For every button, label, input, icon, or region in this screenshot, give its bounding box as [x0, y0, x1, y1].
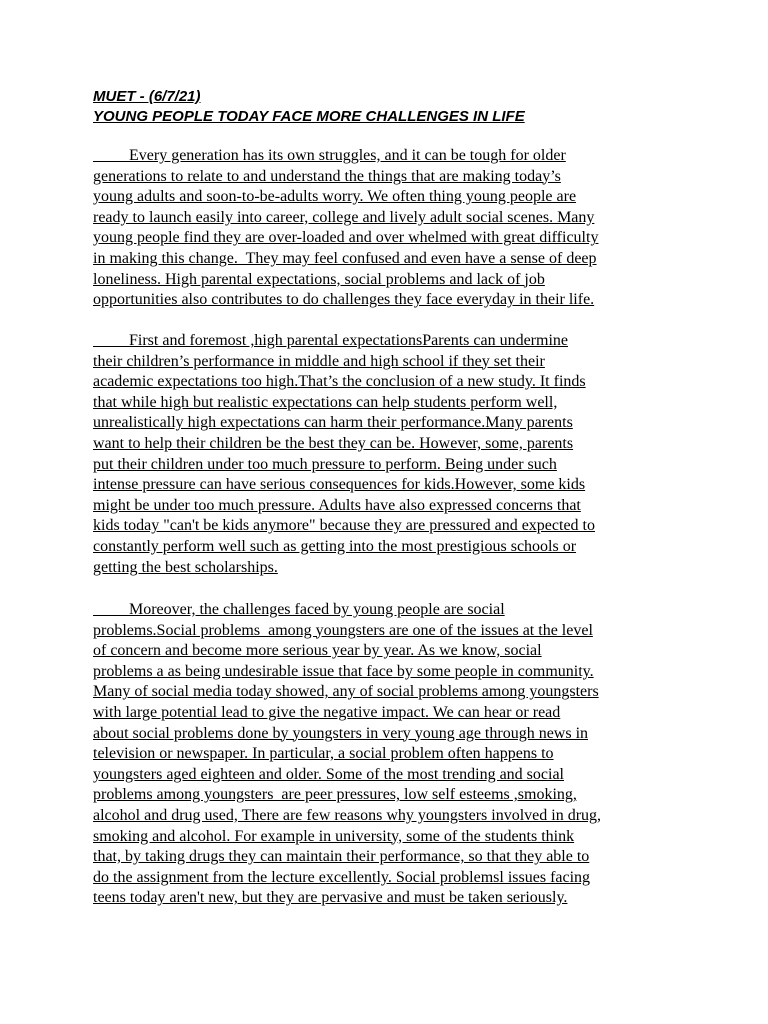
paragraph-line: First and foremost ,high parental expectationsParents can undermine [93, 332, 568, 349]
paragraph-line: academic expectations too high.That’s the conclusion of a new study. It finds [93, 373, 586, 391]
paragraph-line: Moreover, the challenges faced by young people are social [93, 601, 505, 618]
paragraph-line: problems.Social problems among youngsters are one of the issues at the level [93, 621, 593, 639]
paragraph-line: put their children under too much pressure to perform. Being under such [93, 455, 557, 473]
paragraph-line: kids today "can't be kids anymore" because they are pressured and expected to [93, 517, 595, 535]
paragraph-line: that while high but realistic expectations can help students perform well, [93, 393, 558, 411]
paragraph-line: smoking and alcohol. For example in university, some of the students think [93, 827, 575, 845]
paragraph-social-problems [93, 600, 693, 909]
document-title: YOUNG PEOPLE TODAY FACE MORE CHALLENGES IN LIFE [93, 108, 525, 125]
paragraph-line: opportunities also contributes to do challenges they face everyday in their life. [93, 291, 595, 309]
paragraph-line: problems among youngsters are peer pressures, low self esteems ,smoking, [93, 786, 577, 804]
paragraph-line: teens today aren't new, but they are pervasive and must be taken seriously. [93, 889, 568, 907]
paragraph-line: young people find they are over-loaded and over whelmed with great difficulty [93, 229, 599, 247]
paragraph-introduction [93, 146, 693, 311]
paragraph-line: generations to relate to and understand the things that are making today’s [93, 167, 561, 185]
paragraph-line: television or newspaper. In particular, a social problem often happens to [93, 745, 554, 763]
paragraph-line: young adults and soon-to-be-adults worry. We often thing young people are [93, 188, 577, 206]
paragraph-line: do the assignment from the lecture excellently. Social problemsl issues facing [93, 868, 591, 886]
paragraph-line: Every generation has its own struggles, and it can be tough for older [93, 147, 566, 164]
paragraph-line: might be under too much pressure. Adults have also expressed concerns that [93, 496, 581, 514]
paragraph-line: that, by taking drugs they can maintain their performance, so that they able to [93, 848, 590, 866]
paragraph-line: in making this change. They may feel confused and even have a sense of deep [93, 249, 597, 267]
document-date-heading: MUET - (6/7/21) [93, 88, 201, 105]
paragraph-line: ready to launch easily into career, college and lively adult social scenes. Many [93, 208, 595, 226]
paragraph-line: problems a as being undesirable issue that face by some people in community. [93, 662, 594, 680]
paragraph-line: alcohol and drug used, There are few reasons why youngsters involved in drug, [93, 806, 602, 824]
paragraph-line: of concern and become more serious year by year. As we know, social [93, 642, 542, 660]
paragraph-line: about social problems done by youngsters in very young age through news in [93, 724, 589, 742]
paragraph-line: with large potential lead to give the negative impact. We can hear or read [93, 703, 561, 721]
paragraph-line: Many of social media today showed, any of social problems among youngsters [93, 683, 599, 701]
paragraph-line: loneliness. High parental expectations, social problems and lack of job [93, 270, 545, 288]
paragraph-line: getting the best scholarships. [93, 558, 278, 576]
paragraph-line: youngsters aged eighteen and older. Some of the most trending and social [93, 765, 564, 783]
paragraph-parental-expectations [93, 331, 693, 578]
paragraph-line: unrealistically high expectations can harm their performance.Many parents [93, 414, 573, 432]
paragraph-line: intense pressure can have serious consequences for kids.However, some kids [93, 476, 586, 494]
paragraph-line: want to help their children be the best they can be. However, some, parents [93, 434, 574, 452]
paragraph-line: constantly perform well such as getting into the most prestigious schools or [93, 537, 577, 555]
paragraph-line: their children’s performance in middle and high school if they set their [93, 352, 545, 370]
